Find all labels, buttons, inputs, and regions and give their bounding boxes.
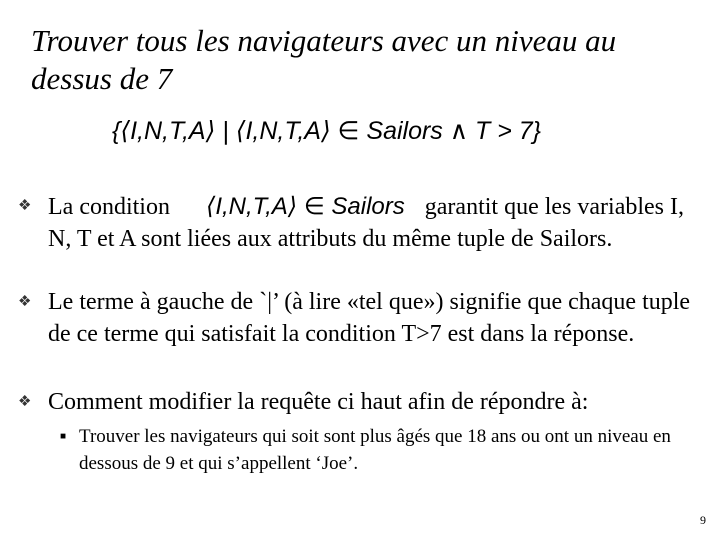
checkmark-v-icon: ❖ xyxy=(18,394,32,410)
bullet-1-before: La condition xyxy=(48,194,170,220)
slide-title: Trouver tous les navigateurs avec un niveau au dessus de 7 xyxy=(31,23,617,96)
checkmark-v-icon: ❖ xyxy=(18,198,32,214)
bullet-1 xyxy=(18,191,698,255)
bullet-3-text: Comment modifier la requête ci haut afin de répondre à: xyxy=(48,389,589,415)
inline-formula: ⟨I,N,T,A⟩ ∈ Sailors xyxy=(205,193,405,220)
bullet-3 xyxy=(18,387,698,419)
bullet-2 xyxy=(18,287,698,350)
checkmark-v-icon: ❖ xyxy=(18,294,32,310)
bullet-2-text: Le terme à gauche de `|’ (à lire «tel que») signifie que chaque tuple de ce terme qui satisfait la condition T>7 est dans la réponse. xyxy=(48,289,691,347)
sub-bullet-1-text: Trouver les navigateurs qui soit sont plus âgés que 18 ans ou ont un niveau en dessous de 9 et qui s’appellent ‘Joe’. xyxy=(79,426,671,474)
main-formula: {⟨I,N,T,A⟩ | ⟨I,N,T,A⟩ ∈ Sailors ∧ T > 7} xyxy=(112,117,542,145)
square-icon: ■ xyxy=(60,431,67,442)
page-number: 9 xyxy=(700,513,706,527)
bullet-1-after: garantit que les variables I, N, T et A sont liées aux attributs du même tuple de Sailors. xyxy=(48,194,684,252)
sub-bullet-1 xyxy=(60,423,700,477)
